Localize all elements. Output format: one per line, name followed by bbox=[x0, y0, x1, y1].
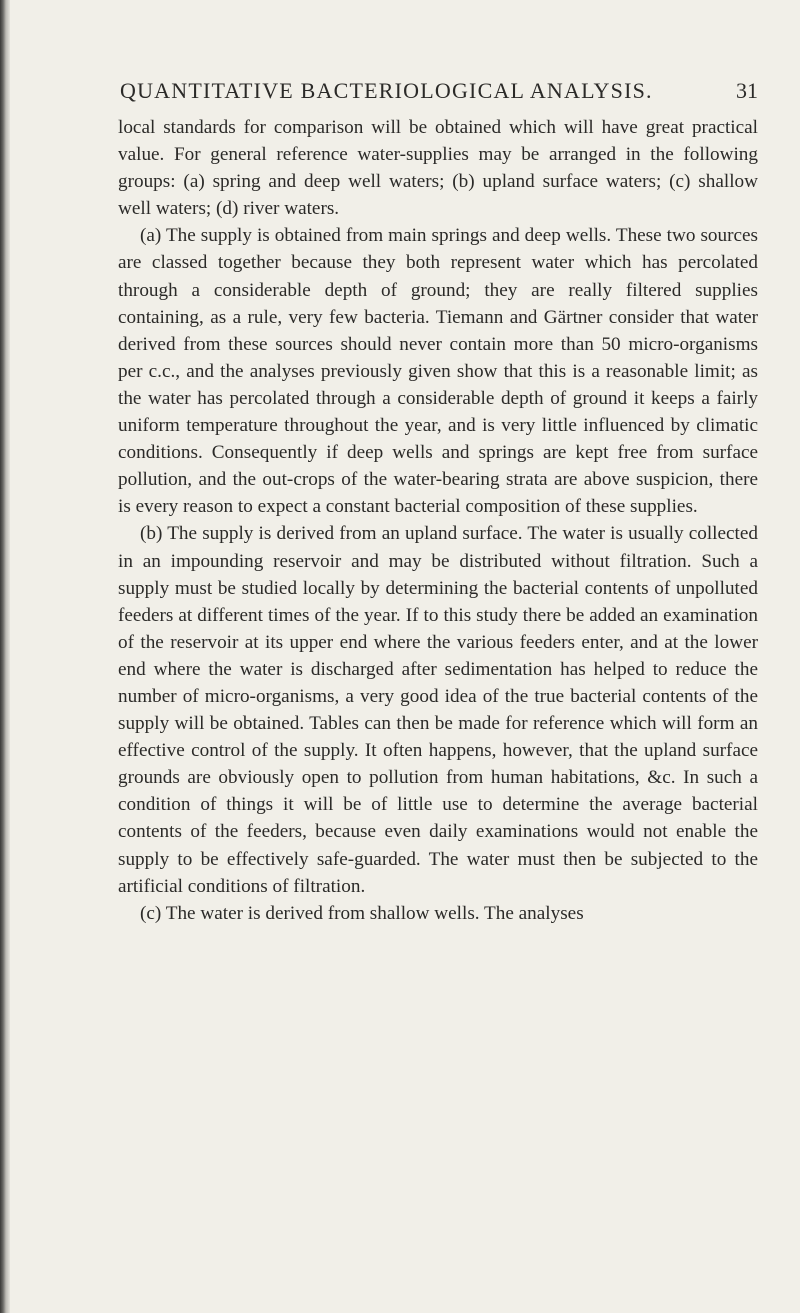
paragraph-b: (b) The supply is derived from an upland surface. The water is usually collected in an impounding reservoir and may be distributed without filtration. Such a supply must be studied locally by determining the bacterial contents of unpolluted feeders at different times of the year. If to this study there be added an examination of the reservoir at its upper end where the various feeders enter, and at the lower end where the water is discharged after sedimentation has helped to reduce the number of micro-organisms, a very good idea of the true bacterial contents of the supply will be obtained. Tables can then be made for reference which will form an effective control of the supply. It often happens, however, that the upland surface grounds are obviously open to pollution from human habitations, &c. In such a condition of things it will be of little use to determine the average bacterial contents of the feeders, because even daily examinations would not enable the supply to be effectively safe-guarded. The water must then be subjected to the artificial conditions of filtration. bbox=[118, 523, 758, 897]
book-page bbox=[118, 78, 758, 927]
body-text bbox=[118, 114, 758, 927]
paragraph-a: (a) The supply is obtained from main springs and deep wells. These two sources are classed together because they both represent water which has percolated through a considerable depth of ground; they are really filtered supplies containing, as a rule, very few bacteria. Tiemann and Gärtner consider that water derived from these sources should never contain more than 50 micro-organisms per c.c., and the analyses previously given show that this is a reasonable limit; as the water has percolated through a considerable depth of ground it keeps a fairly uniform temperature throughout the year, and is very little influenced by climatic conditions. Consequently if deep wells and springs are kept free from surface pollution, and the out-crops of the water-bearing strata are above suspicion, there is every reason to expect a constant bacterial composition of these supplies. bbox=[118, 225, 758, 518]
paragraph-c: (c) The water is derived from shallow wells. The analyses bbox=[140, 902, 584, 924]
running-title: QUANTITATIVE BACTERIOLOGICAL ANALYSIS. bbox=[120, 78, 653, 103]
page-number: 31 bbox=[736, 78, 758, 103]
running-head bbox=[118, 78, 758, 104]
binding-edge bbox=[0, 0, 10, 1313]
paragraph-continuation: local standards for comparison will be obtained which will have great practical value. For general reference water-supplies may be arranged in the following groups: (a) spring and deep well waters; (b) upland surface waters; (c) shallow well waters; (d) river waters. bbox=[118, 117, 758, 220]
